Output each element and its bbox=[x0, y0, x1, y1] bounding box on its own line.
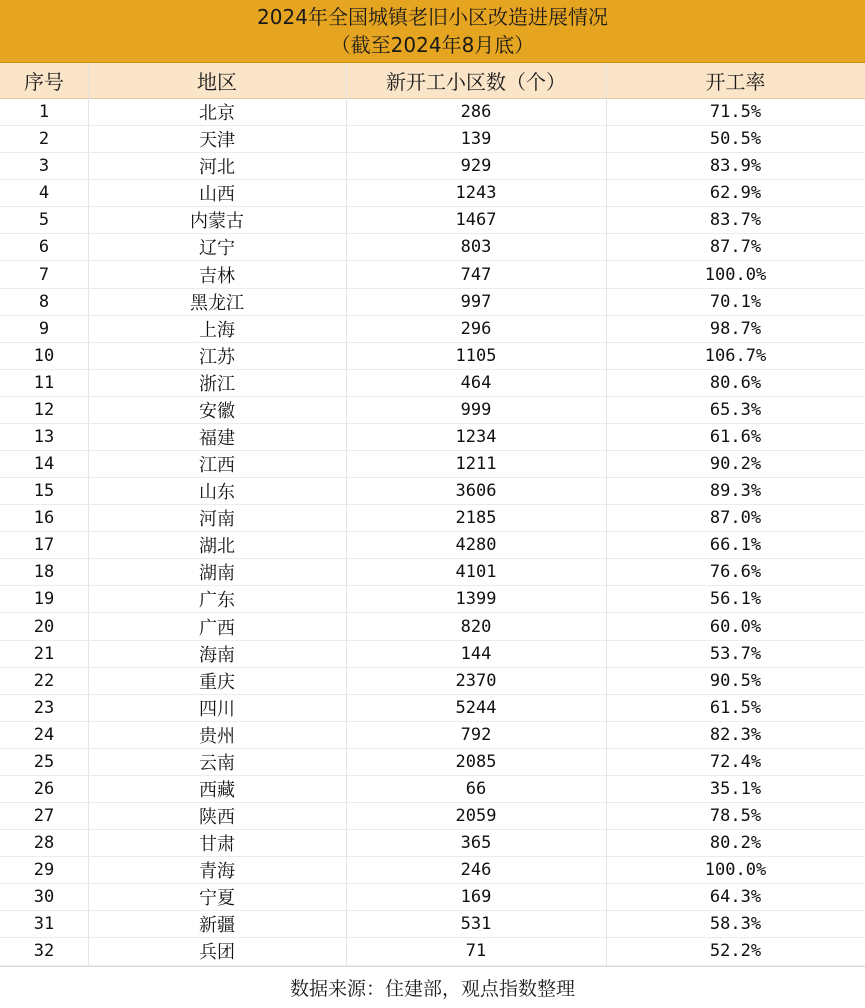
cell-region: 福建 bbox=[199, 427, 235, 449]
cell-new-projects: 531 bbox=[460, 914, 492, 935]
cell-start-rate: 89.3% bbox=[709, 481, 762, 502]
cell-serial: 28 bbox=[33, 833, 55, 854]
table-row bbox=[0, 586, 865, 613]
table-row bbox=[0, 830, 865, 857]
cell-region: 山西 bbox=[199, 184, 235, 206]
cell-start-rate: 66.1% bbox=[709, 535, 762, 556]
table-row bbox=[0, 289, 865, 316]
cell-region: 湖南 bbox=[199, 563, 235, 585]
cell-new-projects: 2085 bbox=[455, 751, 497, 772]
table-row bbox=[0, 424, 865, 451]
table-row bbox=[0, 722, 865, 749]
cell-region: 海南 bbox=[199, 644, 235, 666]
cell-region: 四川 bbox=[199, 698, 235, 720]
cell-new-projects: 2370 bbox=[455, 670, 497, 691]
table-row bbox=[0, 316, 865, 343]
cell-serial: 1 bbox=[38, 102, 50, 123]
cell-serial: 21 bbox=[33, 643, 55, 664]
cell-region: 河北 bbox=[199, 157, 235, 179]
cell-serial: 15 bbox=[33, 481, 55, 502]
cell-serial: 29 bbox=[33, 860, 55, 881]
cell-start-rate: 35.1% bbox=[709, 778, 762, 799]
cell-serial: 23 bbox=[33, 697, 55, 718]
cell-region: 贵州 bbox=[199, 725, 235, 747]
cell-start-rate: 100.0% bbox=[704, 264, 767, 285]
table-title-bar bbox=[0, 0, 865, 63]
table-row bbox=[0, 180, 865, 207]
cell-region: 天津 bbox=[199, 130, 235, 152]
table-row bbox=[0, 207, 865, 234]
cell-serial: 6 bbox=[38, 237, 50, 258]
cell-serial: 2 bbox=[38, 129, 50, 150]
header-serial: 序号 bbox=[24, 70, 64, 94]
cell-start-rate: 83.7% bbox=[709, 210, 762, 231]
cell-serial: 20 bbox=[33, 616, 55, 637]
cell-new-projects: 3606 bbox=[455, 481, 497, 502]
table-row bbox=[0, 505, 865, 532]
table-row bbox=[0, 884, 865, 911]
table-row bbox=[0, 153, 865, 180]
cell-new-projects: 296 bbox=[460, 318, 492, 339]
table-row bbox=[0, 234, 865, 261]
cell-serial: 14 bbox=[33, 454, 55, 475]
table-row bbox=[0, 911, 865, 938]
cell-new-projects: 929 bbox=[460, 156, 492, 177]
cell-new-projects: 2059 bbox=[455, 806, 497, 827]
cell-region: 陕西 bbox=[199, 807, 235, 829]
cell-serial: 11 bbox=[33, 372, 55, 393]
cell-new-projects: 1105 bbox=[455, 345, 497, 366]
cell-start-rate: 52.2% bbox=[709, 941, 762, 962]
header-start-rate: 开工率 bbox=[705, 70, 766, 94]
cell-new-projects: 246 bbox=[460, 860, 492, 881]
cell-serial: 25 bbox=[33, 751, 55, 772]
header-new-projects: 新开工小区数（个） bbox=[386, 70, 566, 94]
table-row bbox=[0, 397, 865, 424]
cell-region: 浙江 bbox=[199, 373, 235, 395]
cell-serial: 26 bbox=[33, 778, 55, 799]
table-row bbox=[0, 749, 865, 776]
cell-region: 广西 bbox=[199, 617, 235, 639]
cell-start-rate: 80.2% bbox=[709, 833, 762, 854]
cell-new-projects: 2185 bbox=[455, 508, 497, 529]
cell-serial: 18 bbox=[33, 562, 55, 583]
cell-new-projects: 997 bbox=[460, 291, 492, 312]
table-row bbox=[0, 695, 865, 722]
cell-region: 宁夏 bbox=[199, 888, 235, 910]
cell-serial: 30 bbox=[33, 887, 55, 908]
cell-new-projects: 286 bbox=[460, 102, 492, 123]
cell-new-projects: 1243 bbox=[455, 183, 497, 204]
cell-serial: 5 bbox=[38, 210, 50, 231]
cell-region: 甘肃 bbox=[199, 834, 235, 856]
table-row bbox=[0, 343, 865, 370]
cell-region: 新疆 bbox=[199, 915, 235, 937]
cell-serial: 24 bbox=[33, 724, 55, 745]
cell-serial: 32 bbox=[33, 941, 55, 962]
cell-start-rate: 72.4% bbox=[709, 751, 762, 772]
cell-new-projects: 144 bbox=[460, 643, 492, 664]
cell-serial: 17 bbox=[33, 535, 55, 556]
cell-new-projects: 1399 bbox=[455, 589, 497, 610]
cell-start-rate: 50.5% bbox=[709, 129, 762, 150]
table-subtitle: （截至2024年8月底） bbox=[330, 33, 535, 57]
cell-region: 江苏 bbox=[199, 346, 235, 368]
cell-serial: 19 bbox=[33, 589, 55, 610]
cell-start-rate: 98.7% bbox=[709, 318, 762, 339]
table-row bbox=[0, 126, 865, 153]
header-region: 地区 bbox=[197, 70, 237, 94]
cell-start-rate: 100.0% bbox=[704, 860, 767, 881]
cell-serial: 7 bbox=[38, 264, 50, 285]
cell-region: 北京 bbox=[199, 103, 235, 125]
table-header-row bbox=[0, 63, 865, 99]
cell-new-projects: 1467 bbox=[455, 210, 497, 231]
table-row bbox=[0, 478, 865, 505]
cell-new-projects: 169 bbox=[460, 887, 492, 908]
table-row bbox=[0, 857, 865, 884]
cell-new-projects: 1234 bbox=[455, 426, 497, 447]
cell-start-rate: 61.6% bbox=[709, 426, 762, 447]
cell-new-projects: 999 bbox=[460, 399, 492, 420]
table-row bbox=[0, 938, 865, 965]
table-body bbox=[0, 99, 865, 966]
table-row bbox=[0, 451, 865, 478]
cell-new-projects: 792 bbox=[460, 724, 492, 745]
cell-new-projects: 139 bbox=[460, 129, 492, 150]
cell-start-rate: 78.5% bbox=[709, 806, 762, 827]
cell-new-projects: 803 bbox=[460, 237, 492, 258]
table-row bbox=[0, 261, 865, 288]
cell-start-rate: 90.5% bbox=[709, 670, 762, 691]
cell-new-projects: 365 bbox=[460, 833, 492, 854]
cell-start-rate: 56.1% bbox=[709, 589, 762, 610]
cell-serial: 31 bbox=[33, 914, 55, 935]
cell-start-rate: 71.5% bbox=[709, 102, 762, 123]
cell-region: 安徽 bbox=[199, 400, 235, 422]
cell-serial: 10 bbox=[33, 345, 55, 366]
cell-start-rate: 76.6% bbox=[709, 562, 762, 583]
cell-region: 上海 bbox=[199, 319, 235, 341]
cell-new-projects: 66 bbox=[465, 778, 487, 799]
cell-start-rate: 64.3% bbox=[709, 887, 762, 908]
cell-region: 内蒙古 bbox=[190, 211, 244, 233]
table-row bbox=[0, 613, 865, 640]
cell-new-projects: 1211 bbox=[455, 454, 497, 475]
cell-start-rate: 87.0% bbox=[709, 508, 762, 529]
table-row bbox=[0, 803, 865, 830]
table-row bbox=[0, 370, 865, 397]
cell-new-projects: 5244 bbox=[455, 697, 497, 718]
cell-start-rate: 106.7% bbox=[704, 345, 767, 366]
cell-region: 广东 bbox=[199, 590, 235, 612]
cell-start-rate: 82.3% bbox=[709, 724, 762, 745]
table-title: 2024年全国城镇老旧小区改造进展情况 bbox=[257, 5, 608, 29]
cell-region: 云南 bbox=[199, 752, 235, 774]
cell-serial: 9 bbox=[38, 318, 50, 339]
cell-new-projects: 71 bbox=[465, 941, 487, 962]
cell-start-rate: 62.9% bbox=[709, 183, 762, 204]
cell-serial: 27 bbox=[33, 806, 55, 827]
cell-start-rate: 53.7% bbox=[709, 643, 762, 664]
table-row bbox=[0, 559, 865, 586]
cell-start-rate: 58.3% bbox=[709, 914, 762, 935]
cell-serial: 13 bbox=[33, 426, 55, 447]
cell-new-projects: 464 bbox=[460, 372, 492, 393]
cell-start-rate: 60.0% bbox=[709, 616, 762, 637]
cell-region: 辽宁 bbox=[199, 238, 235, 260]
cell-serial: 3 bbox=[38, 156, 50, 177]
cell-region: 湖北 bbox=[199, 536, 235, 558]
cell-start-rate: 87.7% bbox=[709, 237, 762, 258]
cell-new-projects: 4280 bbox=[455, 535, 497, 556]
cell-serial: 12 bbox=[33, 399, 55, 420]
cell-region: 河南 bbox=[199, 509, 235, 531]
cell-start-rate: 61.5% bbox=[709, 697, 762, 718]
cell-region: 西藏 bbox=[199, 779, 235, 801]
cell-new-projects: 820 bbox=[460, 616, 492, 637]
table-row bbox=[0, 668, 865, 695]
cell-new-projects: 747 bbox=[460, 264, 492, 285]
table-row bbox=[0, 99, 865, 126]
cell-region: 江西 bbox=[199, 455, 235, 477]
table-row bbox=[0, 776, 865, 803]
cell-region: 吉林 bbox=[199, 265, 235, 287]
cell-region: 黑龙江 bbox=[190, 292, 244, 314]
table-row bbox=[0, 532, 865, 559]
cell-start-rate: 65.3% bbox=[709, 399, 762, 420]
table-row bbox=[0, 641, 865, 668]
cell-region: 兵团 bbox=[199, 942, 235, 964]
cell-region: 山东 bbox=[199, 482, 235, 504]
cell-serial: 22 bbox=[33, 670, 55, 691]
data-source-footer: 数据来源：住建部，观点指数整理 bbox=[0, 966, 865, 1008]
cell-start-rate: 90.2% bbox=[709, 454, 762, 475]
cell-serial: 8 bbox=[38, 291, 50, 312]
cell-serial: 16 bbox=[33, 508, 55, 529]
cell-serial: 4 bbox=[38, 183, 50, 204]
cell-region: 重庆 bbox=[199, 671, 235, 693]
cell-start-rate: 70.1% bbox=[709, 291, 762, 312]
cell-start-rate: 80.6% bbox=[709, 372, 762, 393]
cell-start-rate: 83.9% bbox=[709, 156, 762, 177]
cell-region: 青海 bbox=[199, 861, 235, 883]
cell-new-projects: 4101 bbox=[455, 562, 497, 583]
